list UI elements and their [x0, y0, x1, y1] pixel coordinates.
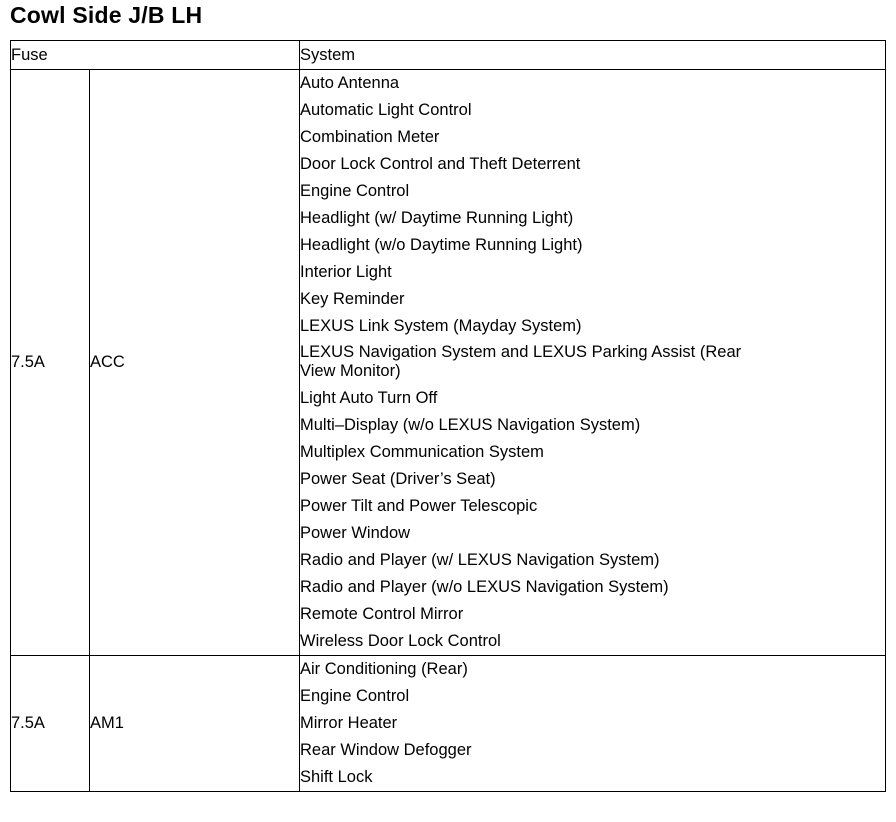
system-item: Door Lock Control and Theft Deterrent	[300, 155, 581, 173]
fuse-amperage: 7.5A	[11, 70, 90, 656]
system-item: LEXUS Navigation System and LEXUS Parking Assist (Rear View Monitor)	[300, 343, 742, 380]
table-header-row	[11, 41, 886, 70]
system-item: Headlight (w/o Daytime Running Light)	[300, 236, 583, 254]
system-item: Engine Control	[300, 182, 410, 200]
fuse-name: ACC	[90, 70, 300, 656]
system-item: Auto Antenna	[300, 74, 400, 92]
table-row	[11, 656, 886, 792]
page-title: Cowl Side J/B LH	[10, 2, 203, 28]
system-item: Air Conditioning (Rear)	[300, 660, 468, 678]
table-row	[11, 70, 886, 656]
system-item: Multiplex Communication System	[300, 443, 544, 461]
system-item: Shift Lock	[300, 768, 373, 786]
system-item: Key Reminder	[300, 290, 405, 308]
header-fuse: Fuse	[11, 41, 300, 70]
system-item: Radio and Player (w/ LEXUS Navigation System)	[300, 551, 660, 569]
system-item: Radio and Player (w/o LEXUS Navigation System)	[300, 578, 669, 596]
system-item: Power Tilt and Power Telescopic	[300, 497, 538, 515]
system-item: Light Auto Turn Off	[300, 389, 438, 407]
fuse-name: AM1	[90, 656, 300, 792]
system-item: Power Window	[300, 524, 411, 542]
fuse-table	[10, 40, 886, 792]
system-item: Power Seat (Driver’s Seat)	[300, 470, 496, 488]
system-list	[300, 70, 886, 656]
system-item: Combination Meter	[300, 128, 440, 146]
system-list	[300, 656, 886, 792]
system-item: Wireless Door Lock Control	[300, 632, 501, 650]
system-item: Interior Light	[300, 263, 392, 281]
system-item: LEXUS Link System (Mayday System)	[300, 317, 582, 335]
header-system: System	[300, 41, 886, 70]
system-item: Mirror Heater	[300, 714, 398, 732]
system-item: Automatic Light Control	[300, 101, 472, 119]
system-item: Multi–Display (w/o LEXUS Navigation System)	[300, 416, 641, 434]
system-item: Rear Window Defogger	[300, 741, 472, 759]
system-item: Headlight (w/ Daytime Running Light)	[300, 209, 574, 227]
fuse-amperage: 7.5A	[11, 656, 90, 792]
system-item: Engine Control	[300, 687, 410, 705]
system-item: Remote Control Mirror	[300, 605, 464, 623]
